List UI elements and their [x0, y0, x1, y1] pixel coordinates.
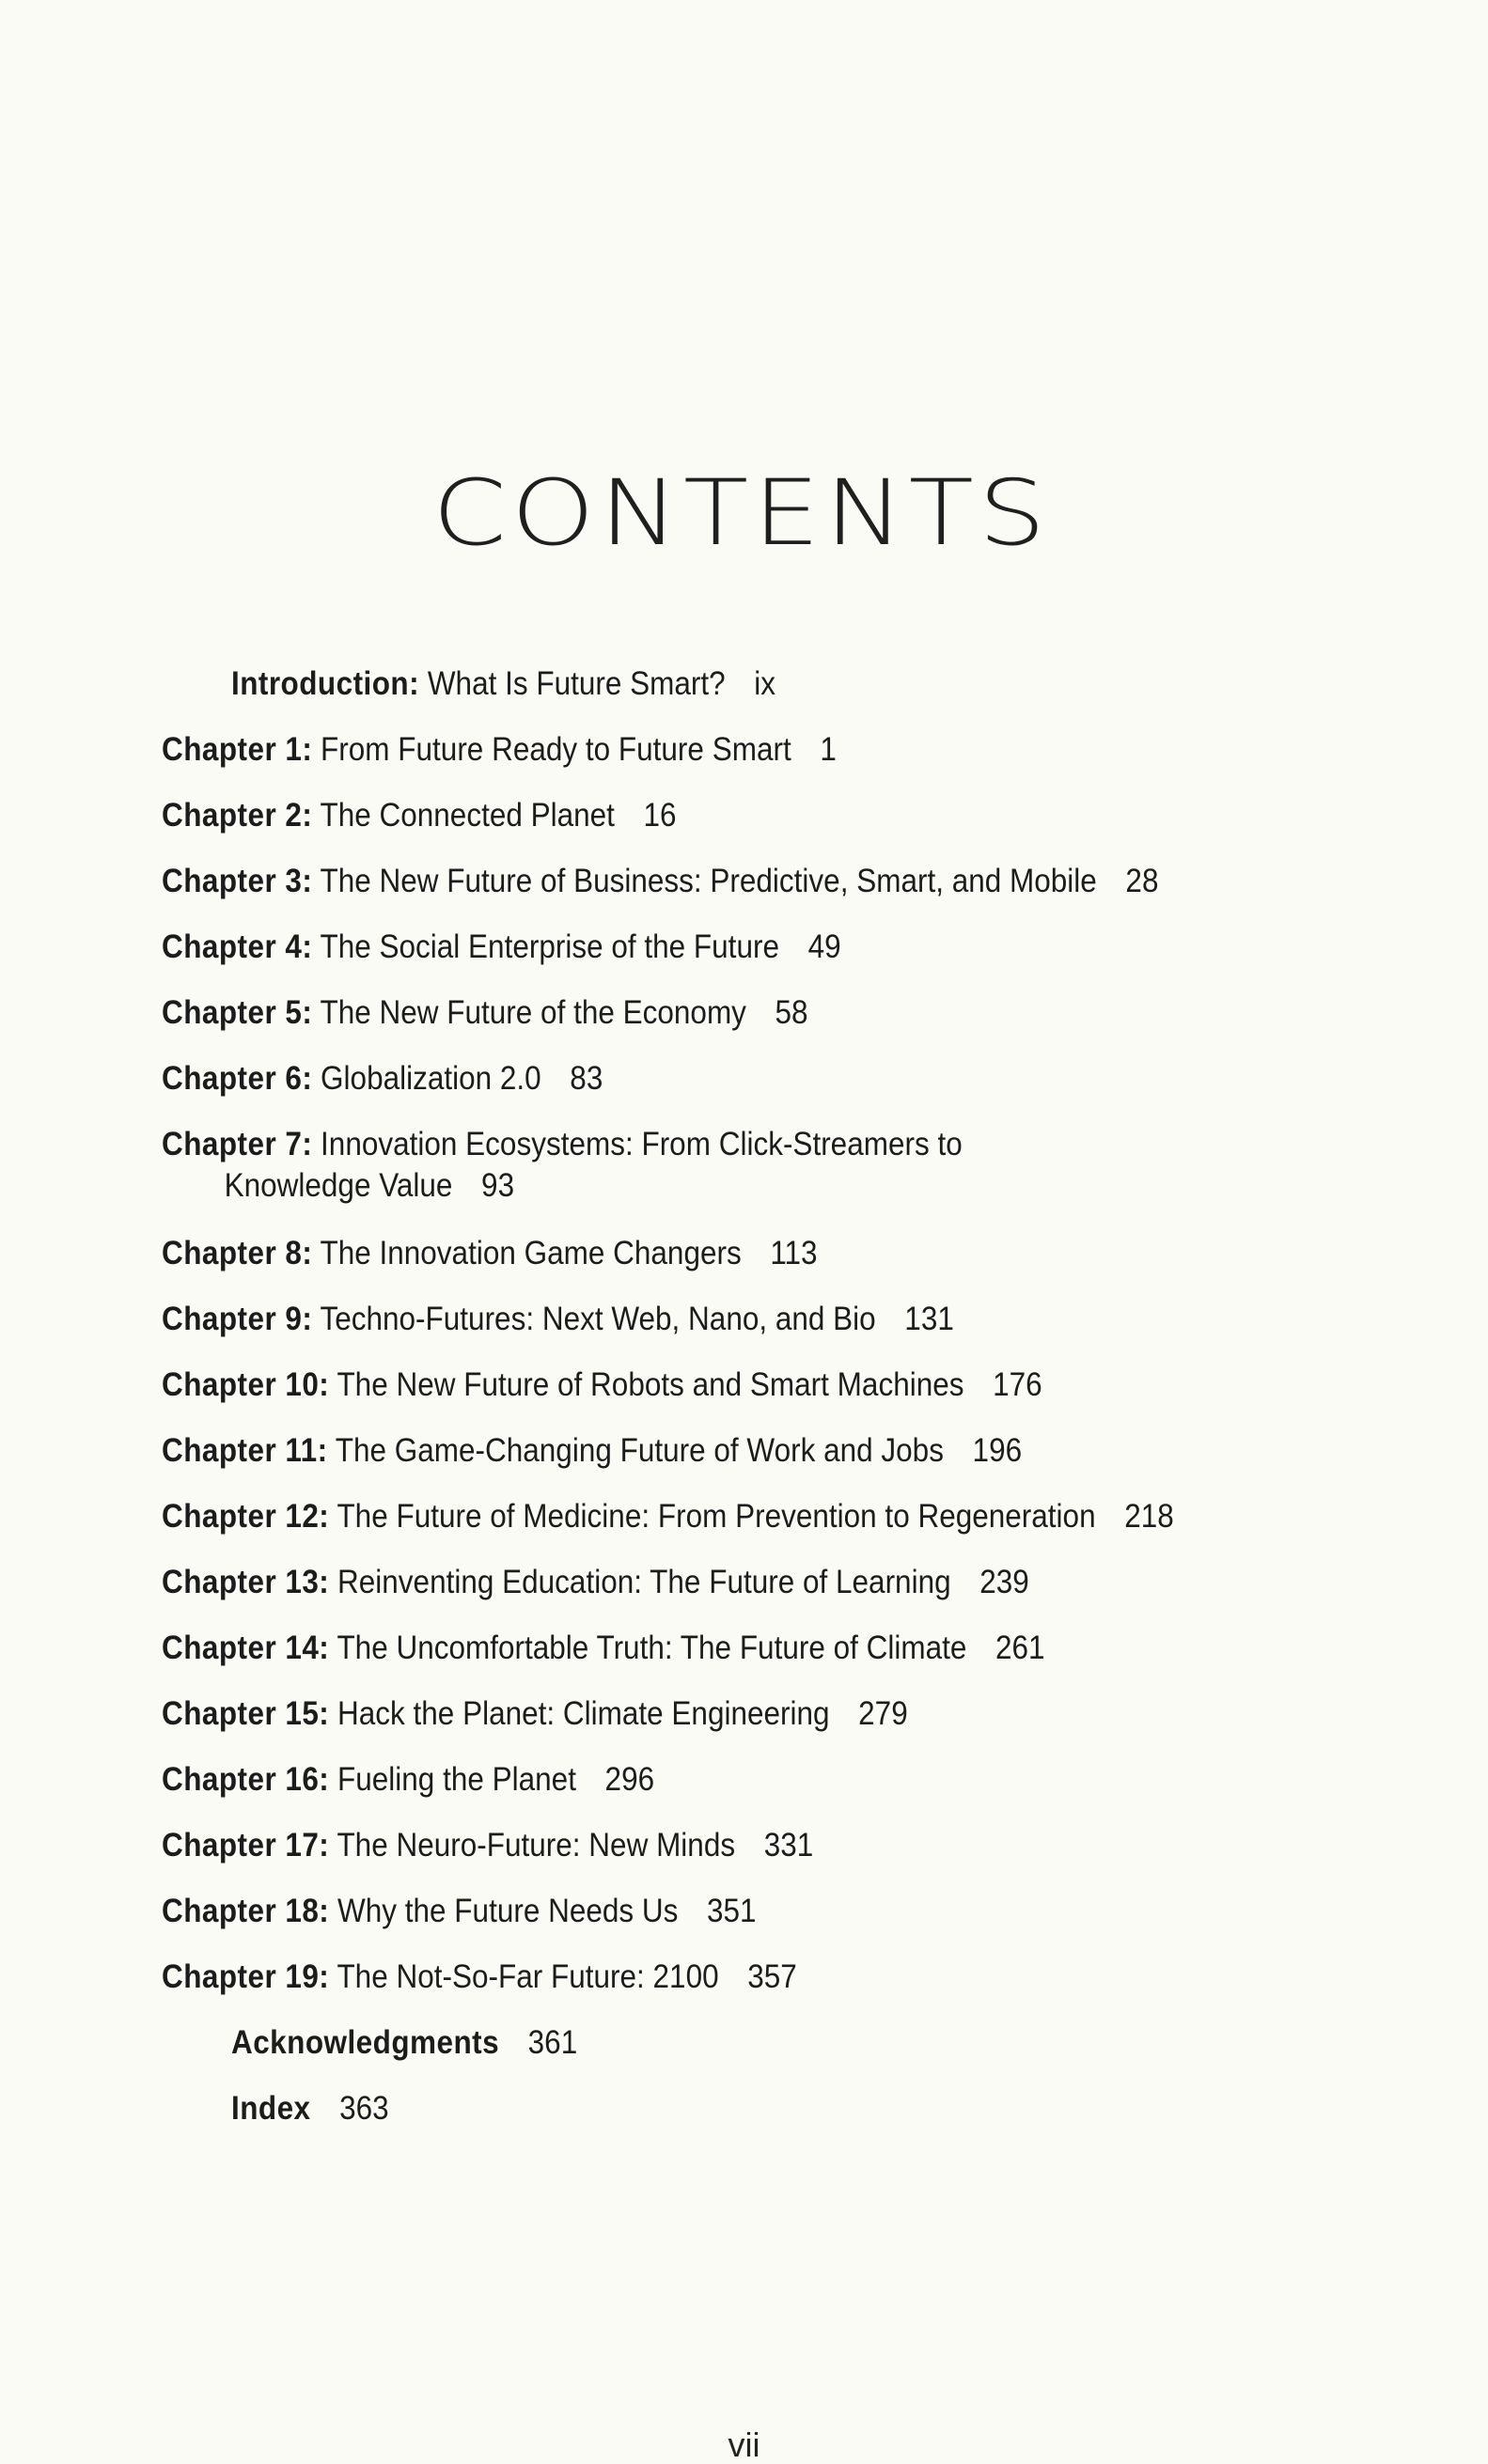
entry-page-number: 16	[643, 797, 677, 834]
toc-entry-chapter-17	[162, 1825, 813, 1866]
entry-title: What Is Future Smart?	[427, 665, 726, 702]
entry-label: Chapter 9:	[162, 1301, 313, 1337]
entry-label: Chapter 14:	[162, 1630, 330, 1666]
entry-label: Chapter 18:	[162, 1893, 330, 1929]
toc-entry-chapter-6	[162, 1058, 603, 1099]
entry-page-number: 361	[527, 2024, 578, 2061]
entry-page-number: 357	[747, 1958, 797, 1995]
entry-title: The New Future of the Economy	[320, 994, 746, 1031]
entry-label: Chapter 17:	[162, 1827, 330, 1864]
entry-label: Chapter 3:	[162, 863, 313, 899]
entry-page-number: 176	[993, 1366, 1042, 1403]
entry-title: The Game-Changing Future of Work and Jobs	[335, 1432, 944, 1469]
toc-entry-chapter-13	[162, 1562, 1029, 1603]
entry-page-number: 261	[995, 1630, 1045, 1666]
toc-entry-chapter-15	[162, 1693, 908, 1735]
entry-page-number: 113	[770, 1235, 818, 1271]
toc-entry-chapter-4	[162, 927, 841, 968]
entry-page-number: 218	[1124, 1498, 1174, 1535]
entry-title: The Innovation Game Changers	[320, 1235, 742, 1271]
entry-title: The Connected Planet	[320, 797, 615, 834]
page-number-folio: vii	[728, 2425, 760, 2464]
entry-page-number: 279	[858, 1695, 908, 1732]
entry-page-number: 83	[570, 1060, 603, 1097]
entry-page-number: 93	[481, 1167, 515, 1204]
entry-title: Globalization 2.0	[321, 1060, 541, 1097]
toc-entry-chapter-10	[162, 1365, 1042, 1406]
toc-entry-chapter-19	[162, 1957, 797, 1998]
entry-label: Chapter 11:	[162, 1432, 328, 1469]
entry-page-number: 49	[807, 928, 841, 965]
toc-entry-chapter-2	[162, 795, 677, 836]
entry-label: Chapter 6:	[162, 1060, 313, 1097]
entry-title: The Neuro-Future: New Minds	[337, 1827, 736, 1864]
toc-entry-chapter-7	[162, 1124, 963, 1207]
toc-entry-chapter-9	[162, 1299, 954, 1340]
entry-label: Chapter 4:	[162, 928, 313, 965]
entry-title: Hack the Planet: Climate Engineering	[337, 1695, 830, 1732]
toc-entry-acknowledgments	[231, 2022, 577, 2064]
entry-title: Reinventing Education: The Future of Learning	[337, 1564, 951, 1600]
entry-title-continued: Knowledge Value	[224, 1167, 453, 1204]
entry-label: Chapter 8:	[162, 1235, 313, 1271]
entry-page-number: 363	[339, 2090, 389, 2127]
page-title: CONTENTS	[431, 460, 1051, 566]
entry-page-number: 196	[972, 1432, 1023, 1469]
entry-label: Chapter 19:	[162, 1958, 330, 1995]
entry-page-number: 131	[904, 1301, 954, 1337]
entry-page-number: 296	[604, 1761, 655, 1798]
toc-entry-chapter-12	[162, 1496, 1174, 1537]
toc-entry-chapter-1	[162, 729, 837, 771]
entry-title: Innovation Ecosystems: From Click-Streamers to	[321, 1126, 963, 1162]
entry-label: Chapter 16:	[162, 1761, 330, 1798]
entry-title: Techno-Futures: Next Web, Nano, and Bio	[320, 1301, 876, 1337]
entry-title: The New Future of Robots and Smart Machines	[337, 1366, 964, 1403]
entry-label: Chapter 2:	[162, 797, 313, 834]
entry-page-number: 239	[979, 1564, 1029, 1600]
entry-title: The Future of Medicine: From Prevention to Regeneration	[337, 1498, 1096, 1535]
toc-entry-chapter-3	[162, 861, 1158, 902]
entry-title: Fueling the Planet	[337, 1761, 576, 1798]
entry-page-number: 58	[775, 994, 808, 1031]
toc-entry-chapter-14	[162, 1628, 1045, 1669]
entry-label: Chapter 7:	[162, 1126, 313, 1162]
toc-entry-chapter-16	[162, 1759, 654, 1801]
toc-entry-chapter-11	[162, 1430, 1022, 1472]
entry-label: Chapter 5:	[162, 994, 313, 1031]
toc-entry-chapter-5	[162, 992, 808, 1034]
entry-label: Chapter 15:	[162, 1695, 330, 1732]
entry-label: Chapter 1:	[162, 731, 313, 768]
entry-page-number: ix	[754, 665, 776, 702]
toc-entry-chapter-18	[162, 1891, 757, 1932]
entry-title: The Social Enterprise of the Future	[320, 928, 779, 965]
entry-title: Why the Future Needs Us	[337, 1893, 679, 1929]
toc-entry-index	[231, 2088, 389, 2129]
entry-label: Acknowledgments	[231, 2024, 500, 2061]
entry-page-number: 351	[707, 1893, 757, 1929]
entry-title: From Future Ready to Future Smart	[321, 731, 791, 768]
entry-label: Introduction:	[231, 665, 420, 702]
entry-label: Chapter 13:	[162, 1564, 330, 1600]
entry-page-number: 331	[763, 1827, 814, 1864]
entry-title: The Not-So-Far Future: 2100	[337, 1958, 719, 1995]
entry-label: Chapter 12:	[162, 1498, 330, 1535]
entry-page-number: 1	[820, 731, 837, 768]
entry-label: Index	[231, 2090, 311, 2127]
entry-title: The Uncomfortable Truth: The Future of Climate	[337, 1630, 967, 1666]
toc-entry-chapter-8	[162, 1233, 818, 1274]
toc-entry-introduction	[231, 663, 775, 705]
entry-page-number: 28	[1125, 863, 1159, 899]
entry-label: Chapter 10:	[162, 1366, 330, 1403]
entry-title: The New Future of Business: Predictive, Smart, and Mobile	[320, 863, 1097, 899]
